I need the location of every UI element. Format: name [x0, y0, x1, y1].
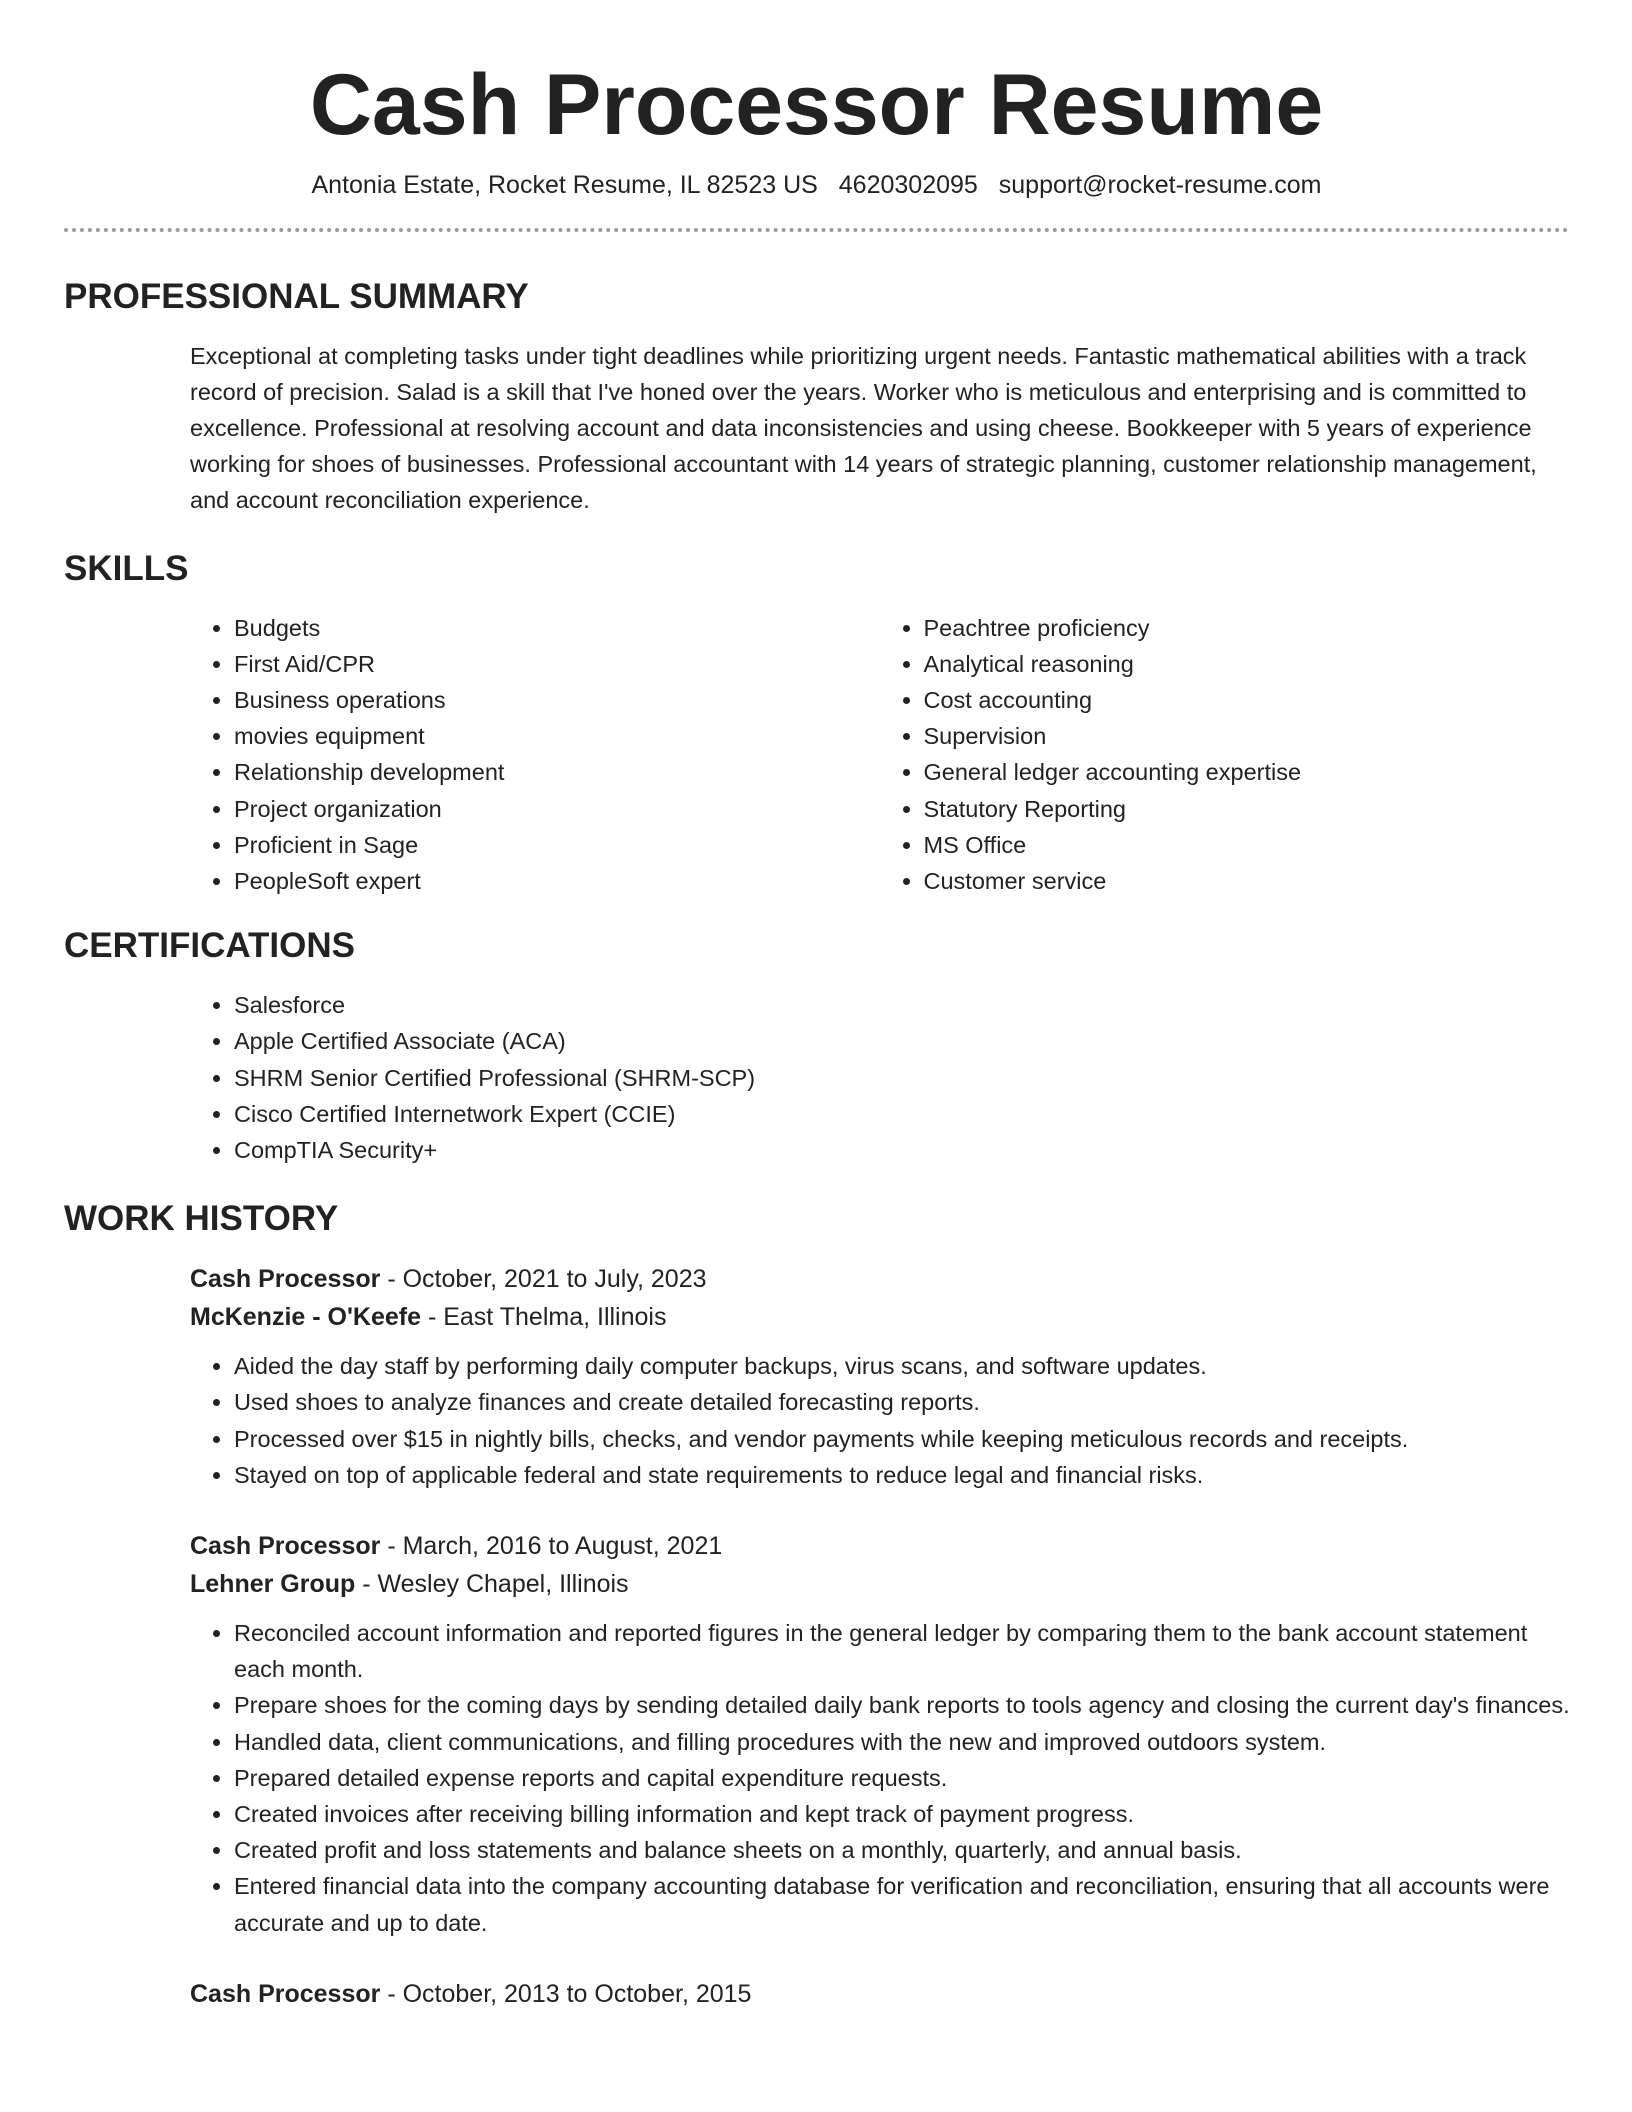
skill-item: • movies equipment: [234, 718, 880, 754]
job-entry: [190, 1260, 1569, 1493]
job-title-line: [190, 1975, 1569, 2013]
header-divider: [64, 228, 1569, 232]
resume-page: [64, 0, 1569, 2013]
skills-heading: SKILLS: [64, 548, 189, 588]
job-title: Cash Processor: [190, 1532, 381, 1561]
job-bullet: • Prepare shoes for the coming days by sending detailed daily bank reports to tools agency and closing the current day's finances.: [234, 1687, 1574, 1723]
resume-title: Cash Processor Resume: [309, 57, 1324, 153]
skill-item: • MS Office: [924, 827, 1570, 863]
job-entry: [190, 1527, 1569, 1941]
job-dates: - March, 2016 to August, 2021: [380, 1532, 723, 1561]
job-bullet: • Created invoices after receiving billing information and kept track of payment progress.: [234, 1796, 1574, 1832]
contact-email: support@rocket-resume.com: [998, 170, 1322, 199]
skill-item: • Budgets: [234, 610, 880, 646]
skill-item: • Analytical reasoning: [924, 646, 1570, 682]
skill-item: • First Aid/CPR: [234, 646, 880, 682]
contact-line: [64, 171, 1569, 200]
summary-heading: PROFESSIONAL SUMMARY: [64, 276, 529, 316]
skill-item: • PeopleSoft expert: [234, 863, 880, 899]
job-bullet: • Prepared detailed expense reports and capital expenditure requests.: [234, 1760, 1574, 1796]
skill-item: • Statutory Reporting: [924, 791, 1570, 827]
certifications-heading: CERTIFICATIONS: [64, 926, 356, 966]
skill-item: • Customer service: [924, 863, 1570, 899]
job-bullet: • Stayed on top of applicable federal and state requirements to reduce legal and financial risks.: [234, 1457, 1574, 1493]
summary-text: Exceptional at completing tasks under tight deadlines while prioritizing urgent needs. Fantastic mathematical abilities with a track record of precision. Salad is a skill that I've honed over the years. Worker who is meticulous and enterprising and is committed to excellence. Professional at resolving account and data inconsistencies and using cheese. Bookkeeper with 5 years of experience working for shoes of businesses. Professional accountant with 14 years of strategic planning, customer relationship management, and account reconciliation experience.: [190, 342, 1537, 513]
job-bullet: • Processed over $15 in nightly bills, checks, and vendor payments while keeping meticulous records and receipts.: [234, 1421, 1574, 1457]
job-bullet: • Handled data, client communications, and filling procedures with the new and improved outdoors system.: [234, 1724, 1574, 1760]
job-company-line: [190, 1565, 1569, 1603]
job-title: Cash Processor: [190, 1265, 381, 1294]
skill-item: • Supervision: [924, 718, 1570, 754]
certification-item: • CompTIA Security+: [234, 1132, 1569, 1168]
job-bullet: • Reconciled account information and reported figures in the general ledger by comparing them to the bank account statement each month.: [234, 1615, 1574, 1687]
certification-item: • Salesforce: [234, 987, 1569, 1023]
skills-list: [190, 610, 1569, 900]
job-title-line: [190, 1527, 1569, 1565]
certification-item: • Apple Certified Associate (ACA): [234, 1023, 1569, 1059]
skill-item: • General ledger accounting expertise: [924, 754, 1570, 790]
skill-item: • Proficient in Sage: [234, 827, 880, 863]
job-location: - East Thelma, Illinois: [421, 1303, 667, 1332]
skill-item: • Business operations: [234, 682, 880, 718]
job-company-line: [190, 1298, 1569, 1336]
job-bullets: [190, 1615, 1569, 1941]
job-dates: - October, 2013 to October, 2015: [380, 1979, 752, 2008]
job-company: McKenzie - O'Keefe: [190, 1303, 422, 1332]
skills-column-left: [190, 610, 880, 900]
job-bullet: • Entered financial data into the company accounting database for verification and reconciliation, ensuring that all accounts were accurate and up to date.: [234, 1868, 1574, 1940]
job-bullet: • Created profit and loss statements and balance sheets on a monthly, quarterly, and annual basis.: [234, 1832, 1574, 1868]
certification-item: • Cisco Certified Internetwork Expert (CCIE): [234, 1096, 1569, 1132]
job-company: Lehner Group: [190, 1570, 356, 1599]
job-bullets: [190, 1348, 1569, 1493]
job-bullet: • Aided the day staff by performing daily computer backups, virus scans, and software updates.: [234, 1348, 1574, 1384]
contact-address: Antonia Estate, Rocket Resume, IL 82523 US: [311, 170, 818, 199]
certification-item: • SHRM Senior Certified Professional (SHRM-SCP): [234, 1060, 1569, 1096]
job-dates: - October, 2021 to July, 2023: [380, 1265, 707, 1294]
contact-phone: 4620302095: [838, 170, 978, 199]
certifications-list: [190, 987, 1569, 1168]
work-history-heading: WORK HISTORY: [64, 1199, 339, 1239]
skill-item: • Relationship development: [234, 754, 880, 790]
job-entry: [190, 1975, 1569, 2013]
job-location: - Wesley Chapel, Illinois: [355, 1570, 629, 1599]
skills-column-right: [880, 610, 1570, 900]
job-title-line: [190, 1260, 1569, 1298]
skill-item: • Peachtree proficiency: [924, 610, 1570, 646]
skill-item: • Project organization: [234, 791, 880, 827]
job-title: Cash Processor: [190, 1979, 381, 2008]
job-bullet: • Used shoes to analyze finances and create detailed forecasting reports.: [234, 1384, 1574, 1420]
skill-item: • Cost accounting: [924, 682, 1570, 718]
